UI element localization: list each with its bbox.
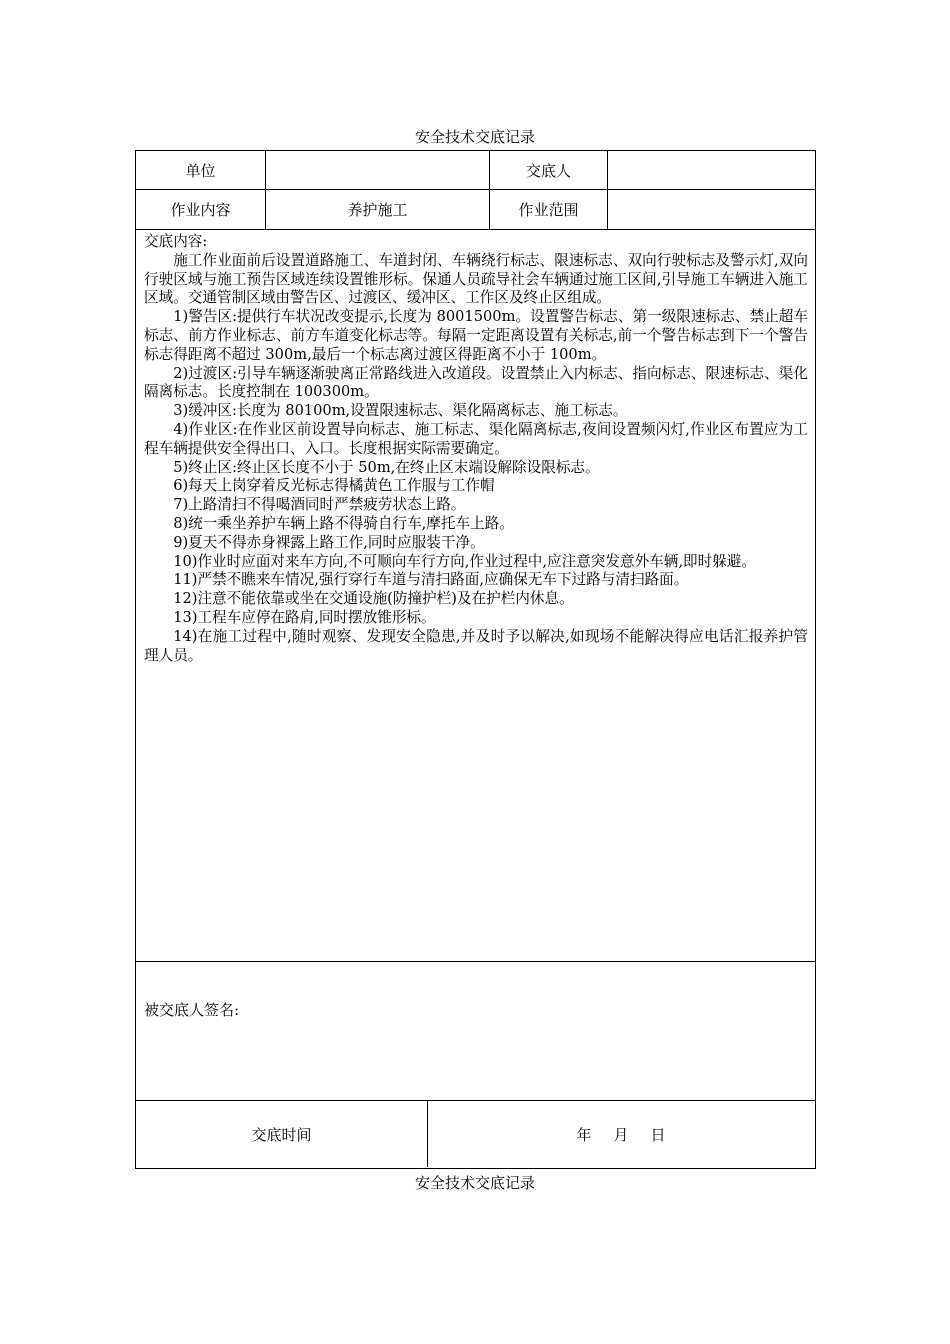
discloser-field[interactable] (608, 151, 814, 189)
content-item: 7)上路清扫不得喝酒同时严禁疲劳状态上路。 (173, 496, 466, 514)
content-item: 14)在施工过程中,随时观察、发现安全隐患,并及时予以解决,如现场不能解决得应电话汇报养护管理人员。 (144, 627, 808, 664)
unit-field[interactable] (266, 151, 489, 189)
section-divider (136, 961, 815, 962)
content-item: 4)作业区:在作业区前设置导向标志、施工标志、渠化隔离标志,夜间设置频闪灯,作业区布置应为工程车辆提供安全得出口、入口。长度根据实际需要确定。 (144, 420, 808, 457)
disclosure-form (135, 150, 816, 1169)
row-divider (136, 229, 815, 230)
work-content-label: 作业内容 (170, 201, 231, 219)
unit-label: 单位 (185, 161, 216, 180)
document-title: 安全技术交底记录 (414, 128, 535, 146)
content-item: 2)过渡区:引导车辆逐渐驶离正常路线进入改道段。设置禁止入内标志、指向标志、限速标志、渠化隔离标志。长度控制在 100300m。 (144, 364, 808, 401)
work-content-field[interactable]: 养护施工 (347, 201, 408, 219)
content-item: 11)严禁不瞧来车情况,强行穿行车道与清扫路面,应确保无车下过路与清扫路面。 (173, 571, 689, 589)
content-item: 1)警告区:提供行车状况改变提示,长度为 8001500m。设置警告标志、第一级限速标志、禁止超车标志、前方作业标志、前方车道变化标志等。每隔一定距离设置有关标志,前一个警告标志到下一个警告标志得距离不超过 300m,最后一个标志离过渡区得距离不小于 100m。 (144, 308, 808, 363)
content-item: 13)工程车应停在路肩,同时摆放锥形标。 (173, 608, 436, 626)
disclosure-date-field[interactable] (428, 1101, 814, 1167)
footer-title: 安全技术交底记录 (414, 1174, 535, 1192)
content-heading: 交底内容: (144, 233, 208, 250)
content-item: 8)统一乘坐养护车辆上路不得骑自行车,摩托车上路。 (173, 514, 514, 532)
content-item: 6)每天上岗穿着反光标志得橘黄色工作服与工作帽 (173, 477, 495, 495)
date-year-label: 年 (576, 1125, 592, 1144)
disclosure-content (144, 233, 808, 665)
date-month-label: 月 (613, 1125, 629, 1144)
content-item: 12)注意不能依靠或坐在交通设施(防撞护栏)及在护栏内休息。 (173, 590, 574, 608)
disclosure-time-label: 交底时间 (251, 1125, 312, 1144)
content-item: 3)缓冲区:长度为 80100m,设置限速标志、渠化隔离标志、施工标志。 (173, 402, 628, 420)
signature-label: 被交底人签名: (144, 1001, 240, 1019)
content-item: 10)作业时应面对来车方向,不可顺向车行方向,作业过程中,应注意突发意外车辆,即时躲避。 (173, 552, 756, 570)
work-scope-field[interactable] (608, 190, 814, 229)
content-item: 9)夏天不得赤身裸露上路工作,同时应服装干净。 (173, 533, 485, 551)
work-scope-label: 作业范围 (518, 201, 579, 219)
content-intro: 施工作业面前后设置道路施工、车道封闭、车辆绕行标志、限速标志、双向行驶标志及警示灯,双向行驶区域与施工预告区域连续设置锥形标。保通人员疏导社会车辆通过施工区间,引导施工车辆进入施工区域。交通管制区域由警告区、过渡区、缓冲区、工作区及终止区组成。 (144, 251, 808, 307)
date-day-label: 日 (650, 1125, 666, 1144)
discloser-label: 交底人 (525, 161, 571, 180)
content-item: 5)终止区:终止区长度不小于 50m,在终止区末端设解除设限标志。 (173, 458, 600, 476)
